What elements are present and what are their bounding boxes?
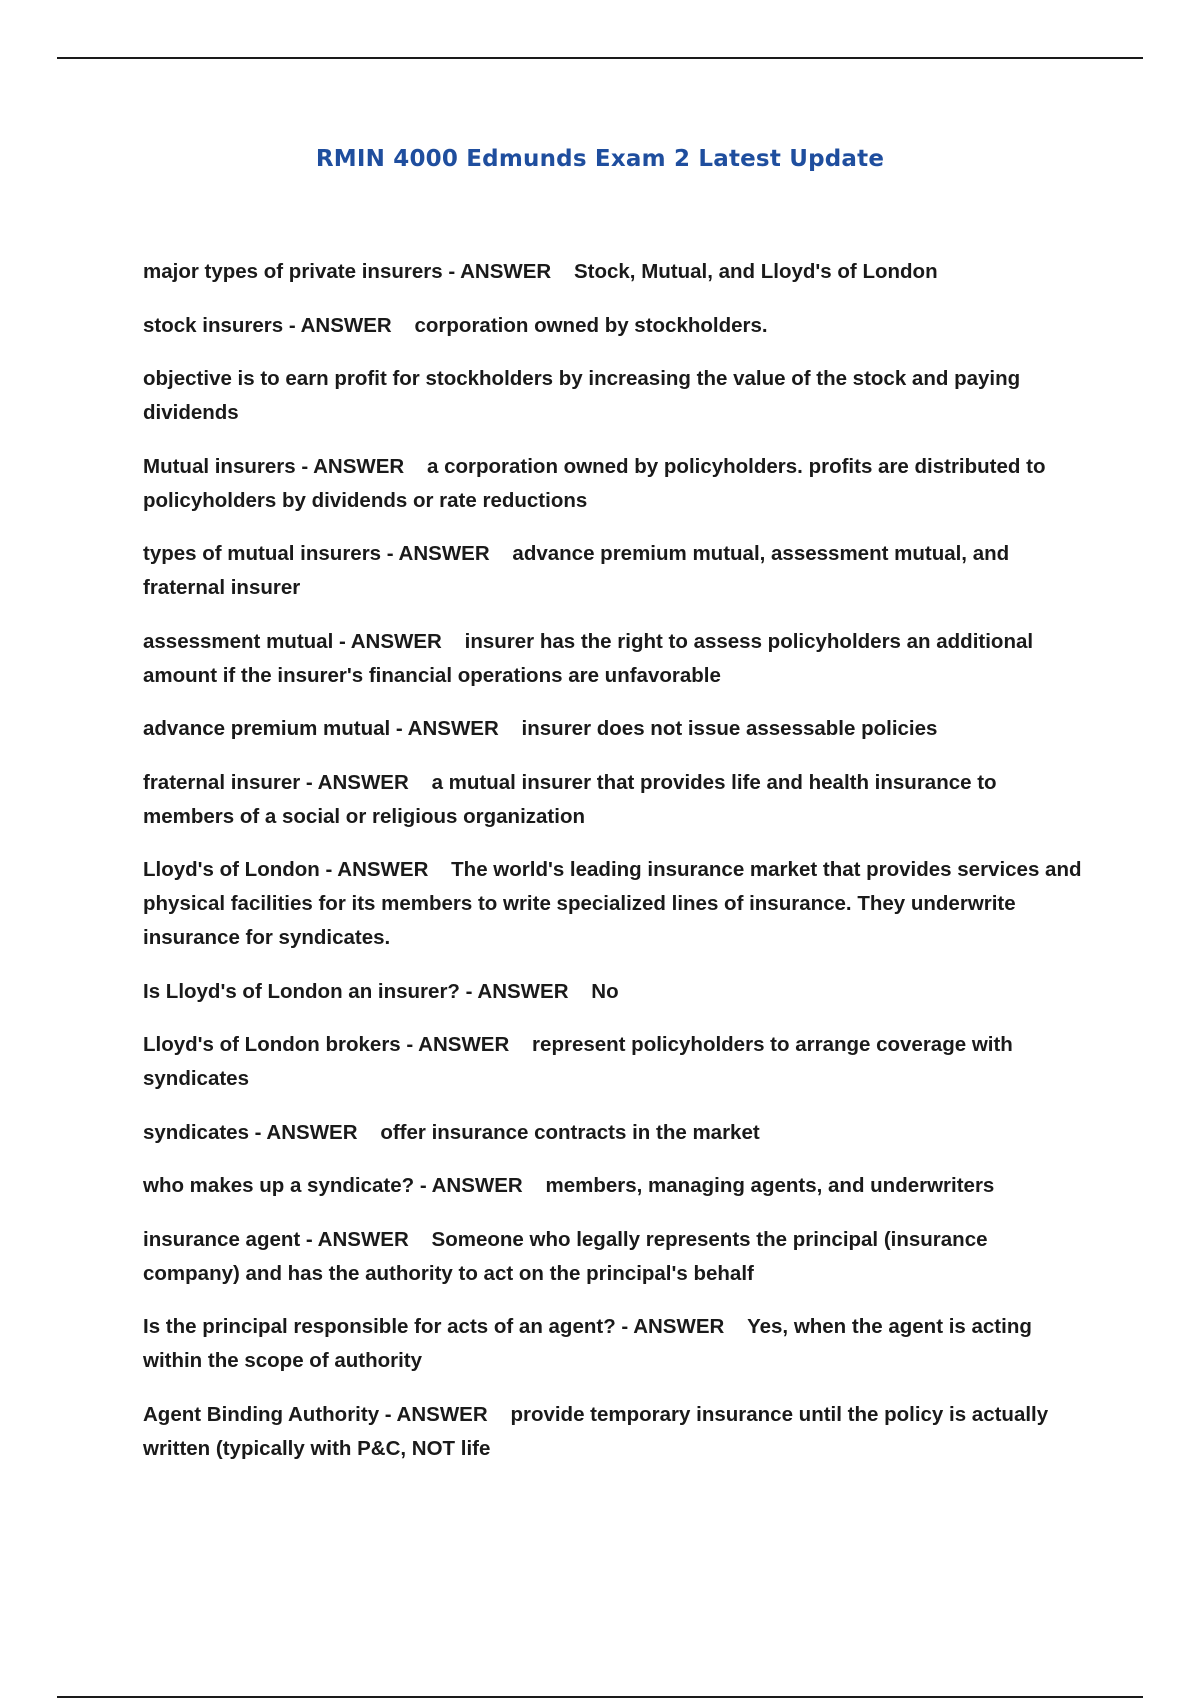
qa-entry: Lloyd's of London - ANSWER The world's leading insurance market that provides services and physical facilities for its members to write specialized lines of insurance. They underwrite insurance for syndicates. [143,858,1082,949]
qa-entry: Is Lloyd's of London an insurer? - ANSWER No [143,979,619,1003]
qa-entry: major types of private insurers - ANSWER Stock, Mutual, and Lloyd's of London [143,260,938,283]
qa-entry: types of mutual insurers - ANSWER advance premium mutual, assessment mutual, and fraternal insurer [143,542,1010,599]
footer-rule [57,1696,1143,1698]
qa-entry: Agent Binding Authority - ANSWER provide temporary insurance until the policy is actually written (typically with P&C, NOT life [143,1402,1049,1460]
qa-entry: objective is to earn profit for stockholders by increasing the value of the stock and paying dividends [143,367,1021,424]
header-rule [57,57,1143,59]
qa-entry: syndicates - ANSWER offer insurance contracts in the market [143,1120,760,1144]
qa-list [143,255,1088,1485]
qa-entry: fraternal insurer - ANSWER a mutual insurer that provides life and health insurance to members of a social or religious organization [143,770,997,828]
qa-entry: stock insurers - ANSWER corporation owned by stockholders. [143,313,768,337]
qa-entry: Is the principal responsible for acts of an agent? - ANSWER Yes, when the agent is acting within the scope of authority [143,1315,1032,1372]
qa-entry: advance premium mutual - ANSWER insurer does not issue assessable policies [143,717,938,740]
qa-entry: who makes up a syndicate? - ANSWER members, managing agents, and underwriters [143,1174,995,1197]
qa-entry: assessment mutual - ANSWER insurer has the right to assess policyholders an additional amount if the insurer's financial operations are unfavorable [143,629,1034,687]
qa-entry: insurance agent - ANSWER Someone who legally represents the principal (insurance company) and has the authority to act on the principal's behalf [143,1227,988,1285]
document-title: RMIN 4000 Edmunds Exam 2 Latest Update [315,146,885,172]
qa-entry: Mutual insurers - ANSWER a corporation owned by policyholders. profits are distributed to policyholders by dividends or rate reductions [143,454,1046,512]
qa-entry: Lloyd's of London brokers - ANSWER represent policyholders to arrange coverage with syndicates [143,1033,1013,1090]
